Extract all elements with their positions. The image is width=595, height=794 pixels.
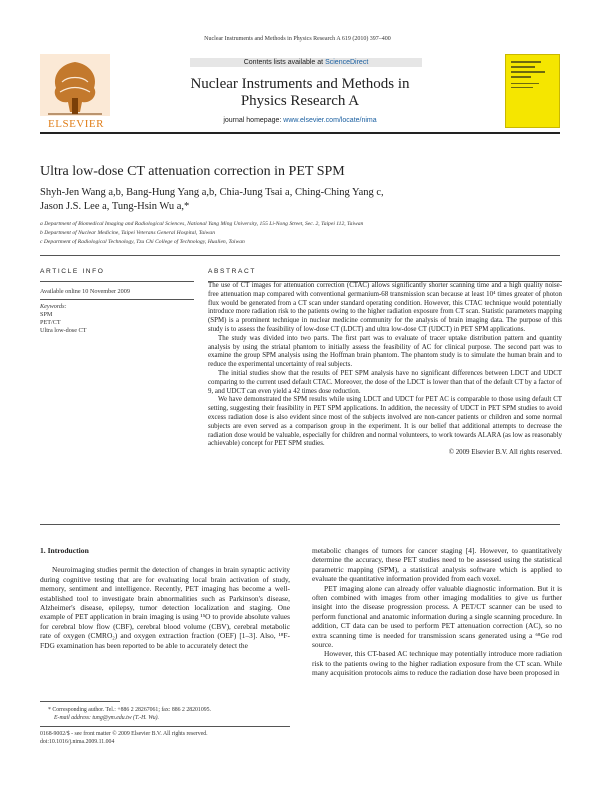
contents-line [190, 58, 422, 67]
right-column [312, 546, 562, 678]
keyword-item: Ultra low-dose CT [40, 327, 87, 334]
homepage-prefix: journal homepage: [223, 117, 282, 124]
body-paragraph: metabolic changes of tumors for cancer staging [4]. However, to quantitatively determine the accuracy, these PET studies need to be assessed using the statistical parametric mapping (SPM), a statistical analysis software which is applied to evaluate the quantitative information provided from each voxel. [312, 546, 562, 584]
journal-cover-thumbnail [505, 54, 560, 128]
body-paragraph: However, this CT-based AC technique may potentially introduce more radiation risk to the patients owing to the higher radiation exposure from the CT scan. While many acquisition protocols aims to reduce the radiation dose have been proposed in [312, 649, 562, 678]
issn-rule [40, 726, 290, 727]
left-column [40, 546, 290, 650]
intro-heading: 1. Introduction [40, 546, 89, 555]
masthead-rule [40, 132, 560, 134]
elsevier-tree-logo [40, 54, 110, 126]
doi-line[interactable]: doi:10.1016/j.nima.2009.11.004 [40, 739, 115, 745]
running-head: Nuclear Instruments and Methods in Physics Research A 619 (2010) 397–400 [204, 36, 391, 42]
sciencedirect-link[interactable]: ScienceDirect [325, 59, 369, 66]
journal-title [150, 76, 450, 110]
author-email: E-mail address: tung@ym.edu.tw (T.-H. Wu). [54, 715, 159, 721]
authors-line2: Jason J.S. Lee a, Tung-Hsin Wu a,* [40, 201, 190, 212]
author-list [40, 186, 560, 214]
affiliation-a: a Department of Biomedical Imaging and Radiological Sciences, National Yang Ming University, 155 Li-Nong Street, Sec. 2, Taipei 112, Taiwan [40, 221, 364, 227]
affiliation-b: b Department of Nuclear Medicine, Taipei Veterans General Hospital, Taiwan [40, 230, 215, 236]
abstract-paragraph: We have demonstrated the SPM results while using LDCT and UDCT for PET AC is comparable to those using default CT setting, suggesting their feasibility in PET SPM applications. In addition, the necessity of UDCT in PET SPM studies to avoid excess radiation dose is also evident since most of the subjects involved are non-cancer patients or children and some normal subjects are even served as a comparison group in the experiment. It is our belief that additional attempts to decrease the radiation dose would be valuable, especially for children and normal volunteers, to work towards ALARA (as low as reasonably achievable) concept for PET SPM studies. [208, 396, 562, 448]
keyword-item: SPM [40, 311, 53, 318]
header-divider [40, 255, 560, 256]
publisher-wordmark: ELSEVIER [48, 118, 104, 130]
journal-title-line2: Physics Research A [240, 93, 360, 109]
corresponding-author: * Corresponding author. Tel.: +886 2 28267061; fax: 886 2 28201095. [48, 707, 211, 713]
keywords-label: Keywords: [40, 303, 67, 310]
authors-line1: Shyh-Jen Wang a,b, Bang-Hung Yang a,b, Chia-Jung Tsai a, Ching-Ching Yang c, [40, 187, 384, 198]
keywords-rule [40, 299, 194, 300]
affiliations [40, 220, 560, 247]
paper-title: Ultra low-dose CT attenuation correction in PET SPM [40, 164, 345, 179]
abstract-paragraph: The initial studies show that the results of PET SPM analysis have no significant differences between LDCT and UDCT comparing to the current used default CTAC. Moreover, the dose of the LDCT is lower than that of the default CT by a factor of 9, and UDCT can even yield a 42 times dose reduction. [208, 369, 562, 395]
journal-title-line1: Nuclear Instruments and Methods in [190, 76, 410, 92]
abstract-copyright: © 2009 Elsevier B.V. All rights reserved. [448, 449, 562, 457]
footnote-rule [40, 701, 120, 702]
abstract-paragraph: The study was divided into two parts. The first part was to evaluate of tracer uptake distribution pattern and quantity analysis by using the striatal phantom to initially assess the feasibility of AC for clinical purpose. The second part was to examine the group SPM analysis using the Hoffman brain phantom. The phantom study is to simulate the human brain and to reduce the experimental uncertainty of real subjects. [208, 334, 562, 369]
body-paragraph: Neuroimaging studies permit the detection of changes in brain synaptic activity during cognitive testing that are for evaluating local brain activation of study, memory, sentiment and intelligence. Recently, PET imaging has become a well-established tool to investigate brain abnormalities such as Parkinson's disease, Alzheimer's disease, epilepsy, tumor detection localization and staging. One example of PET application in brain imaging is using ¹⁵O to provide absolute values for cerebral blow flow (CBF), cerebral blood volume (CBV), cerebral metabolic rate of oxygen (CMRO₂) and oxygen extraction fraction (OEF) [1–3]. Also, ¹⁸F-FDG examination has been reported to be able to accurately detect the [40, 565, 290, 650]
abstract-paragraph: The use of CT images for attenuation correction (CTAC) allows significantly shorter scanning time and a high quality noise-free attenuation map compared with conventional germanium-68 transmission scan because at least 10⁴ times greater of photon flux would be generated from a CT scan under standard operating condition. However, this CTAC technique would potentially introduce more radiation risk to the patients owing to the higher radiation exposure from CT scan. Statistic parameters mapping (SPM) is a prominent technique in nuclear medicine community for the analysis of brain imaging data. The purpose of this study is to assess the feasibility of low-dose CT (LDCT) and ultra low-dose CT (UDCT) in PET SPM applications. [208, 282, 562, 333]
body-paragraph: PET imaging alone can already offer valuable diagnostic information. But it is often combined with images from other imaging modalities to give us further insight into the disease progression process. A PET/CT scanner can be used to perform functional and anatomic information during a single scanning procedure. In addition, CT data can be used to perform PET attenuation correction (AC), so no extra scanning time is needed for transmission scans generated using a ⁶⁸Ge rod source. [312, 583, 562, 650]
issn-line: 0168-9002/$ - see front matter © 2009 Elsevier B.V. All rights reserved. [40, 731, 208, 737]
article-info-heading: ARTICLE INFO [40, 268, 105, 275]
abstract-bottom-rule [40, 524, 560, 525]
homepage-link[interactable]: www.elsevier.com/locate/nima [283, 117, 377, 124]
article-info-rule [40, 281, 194, 282]
keyword-item: PET/CT [40, 319, 61, 326]
journal-homepage [150, 117, 450, 124]
abstract-body [208, 282, 562, 458]
affiliation-c: c Department of Radiological Technology, Tzu Chi College of Technology, Hualien, Taiwan [40, 239, 245, 245]
keyword-list [40, 311, 194, 335]
contents-prefix: Contents lists available at [243, 59, 324, 66]
abstract-heading: ABSTRACT [208, 268, 256, 275]
available-online: Available online 10 November 2009 [40, 288, 130, 295]
